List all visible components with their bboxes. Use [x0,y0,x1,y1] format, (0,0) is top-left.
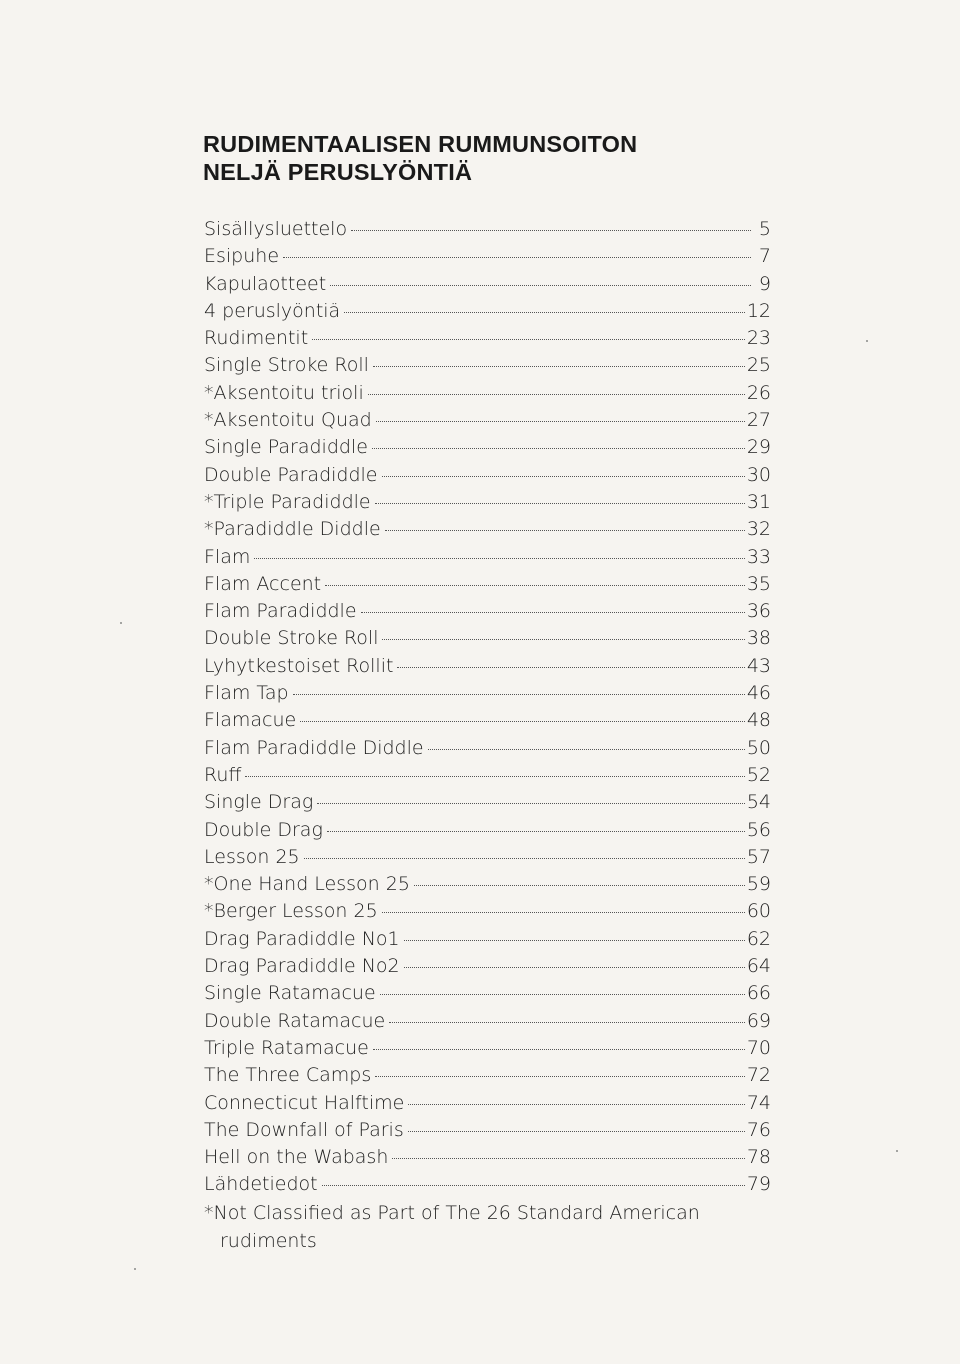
toc-entry [204,735,771,762]
toc-entry-page: 38 [746,627,771,650]
toc-entry-label: Single Stroke Roll [204,354,369,377]
toc-entry-page: 52 [746,763,771,786]
toc-entry [204,434,771,461]
toc-entry [204,216,771,243]
toc-entry-label: Lesson 25 [204,845,300,868]
toc-entry-label: The Downfall of Paris [204,1118,404,1141]
toc-dot-leader [375,1076,745,1077]
toc-entry [204,953,771,980]
toc-entry-page: 36 [746,600,771,623]
toc-entry [204,844,771,871]
toc-dot-leader [322,1185,745,1186]
toc-entry-label: The Three Camps [204,1064,372,1087]
toc-entry [204,243,771,270]
toc-dot-leader [344,312,745,313]
toc-dot-leader [408,1131,745,1132]
footnote [204,1200,764,1255]
toc-entry-label: Flamacue [204,709,297,732]
toc-dot-leader [380,994,745,995]
toc-entry-page: 7 [758,245,771,268]
toc-entry-label: Rudimentit [204,327,309,350]
toc-entry [204,762,771,789]
toc-entry-label: *One Hand Lesson 25 [204,873,410,896]
toc-entry-label: Single Paradiddle [204,436,368,459]
toc-entry [204,571,771,598]
toc-entry-label: Drag Paradiddle No2 [204,955,400,978]
toc-dot-leader [373,1049,745,1050]
toc-entry-label: Flam Tap [204,682,289,705]
footnote-line-2: rudiments [220,1229,317,1252]
toc-entry [204,1062,771,1089]
toc-dot-leader [300,721,745,722]
toc-entry-page: 78 [746,1146,771,1169]
toc-entry-page: 66 [746,982,771,1005]
toc-dot-leader [304,858,745,859]
toc-dot-leader [382,476,745,477]
toc-entry-page: 12 [746,299,771,322]
toc-entry [204,352,771,379]
toc-entry [204,1144,771,1171]
toc-dot-leader [414,885,745,886]
toc-entry-page: 57 [746,845,771,868]
toc-dot-leader [351,230,751,231]
toc-entry-page: 33 [746,545,771,568]
toc-entry-label: Double Stroke Roll [204,627,379,650]
toc-entry-label: *Aksentoitu Quad [204,409,372,432]
toc-entry [204,789,771,816]
toc-entry-page: 48 [746,709,771,732]
toc-dot-leader [408,1104,745,1105]
toc-entry-label: Double Paradiddle [204,463,378,486]
dust-speck [120,622,122,624]
toc-dot-leader [368,394,745,395]
toc-dot-leader [382,639,744,640]
toc-entry-page: 59 [746,873,771,896]
toc-dot-leader [404,967,745,968]
toc-entry-label: Drag Paradiddle No1 [204,927,400,950]
toc-dot-leader [376,421,745,422]
page-title [203,130,637,186]
toc-entry [204,1117,771,1144]
toc-entry [204,926,771,953]
toc-entry-label: *Paradiddle Diddle [204,518,381,541]
toc-entry-page: 54 [746,791,771,814]
toc-entry-label: Sisällysluettelo [204,218,348,240]
toc-dot-leader [397,667,744,668]
toc-dot-leader [392,1158,744,1159]
toc-entry-page: 23 [746,327,771,350]
toc-entry-label: Single Ratamacue [204,982,376,1005]
toc-entry-label: Lyhytkestoiset Rollit [204,654,394,677]
toc-entry-label: *Berger Lesson 25 [204,900,378,923]
toc-entry [204,680,771,707]
toc-dot-leader [404,940,745,941]
toc-entry [204,1035,771,1062]
toc-entry [204,625,771,652]
toc-dot-leader [361,612,745,613]
toc-entry-page: 50 [746,736,771,759]
toc-entry-page: 9 [758,272,771,295]
toc-entry-label: Flam Accent [204,572,322,595]
toc-entry-label: Double Ratamacue [204,1009,386,1032]
toc-dot-leader [375,503,745,504]
toc-entry-label: *Aksentoitu trioli [204,381,364,404]
toc-entry-page: 64 [746,955,771,978]
toc-dot-leader [372,448,745,449]
toc-dot-leader [283,257,751,258]
toc-entry [204,1171,771,1198]
toc-entry-label: Hell on the Wabash [204,1146,389,1169]
toc-entry-label: Single Drag [204,791,314,814]
title-line-1: RUDIMENTAALISEN RUMMUNSOITON [203,131,638,157]
toc-entry-page: 31 [746,490,771,513]
toc-entry-page: 27 [746,409,771,432]
title-line-2: NELJÄ PERUSLYÖNTIÄ [203,159,473,185]
toc-entry-page: 60 [746,900,771,923]
toc-entry [204,407,771,434]
toc-entry-label: Connecticut Halftime [204,1091,405,1114]
toc-entry-page: 74 [746,1091,771,1114]
toc-entry-page: 32 [746,518,771,541]
toc-entry [204,462,771,489]
toc-entry [204,980,771,1007]
toc-entry [204,707,771,734]
toc-entry [204,516,771,543]
toc-entry [204,1090,771,1117]
toc-entry-page: 62 [746,927,771,950]
toc-entry-label: Triple Ratamacue [204,1036,369,1059]
toc-entry-label: Double Drag [204,818,323,841]
toc-entry [204,598,771,625]
toc-entry-label: Flam Paradiddle [204,600,357,623]
toc-entry-page: 35 [746,572,771,595]
toc-dot-leader [330,285,751,286]
toc-dot-leader [312,339,745,340]
toc-entry [204,544,771,571]
dust-speck [866,340,868,342]
dust-speck [896,1150,898,1152]
toc-dot-leader [428,749,745,750]
toc-entry [204,325,771,352]
toc-entry-page: 79 [746,1173,771,1196]
toc-dot-leader [254,558,744,559]
toc-dot-leader [382,912,745,913]
toc-entry-label: *Triple Paradiddle [204,490,371,513]
toc-entry-label: Flam [204,545,251,568]
toc-dot-leader [293,694,745,695]
toc-dot-leader [373,366,745,367]
toc-dot-leader [385,530,745,531]
toc-entry [204,871,771,898]
toc-entry [204,817,771,844]
toc-entry-page: 69 [746,1009,771,1032]
toc-dot-leader [245,776,744,777]
toc-entry-page: 72 [746,1064,771,1087]
toc-entry [204,1008,771,1035]
toc-entry-page: 56 [746,818,771,841]
toc-entry-page: 5 [758,218,771,240]
toc-dot-leader [327,831,745,832]
toc-entry-page: 46 [746,682,771,705]
toc-entry [204,653,771,680]
toc-entry [204,298,771,325]
toc-entry-page: 76 [746,1118,771,1141]
toc-entry-label: Flam Paradiddle Diddle [204,736,424,759]
footnote-line-1: *Not Classified as Part of The 26 Standard American [204,1202,700,1224]
toc-entry-label: Kapulaotteet [204,272,327,295]
toc-dot-leader [325,585,745,586]
toc-entry [204,898,771,925]
toc-dot-leader [317,803,745,804]
toc-entry-label: Ruff [204,763,242,786]
toc-entry-page: 26 [746,381,771,404]
toc-entry-page: 30 [746,463,771,486]
toc-entry [204,380,771,407]
toc-entry-label: Lähdetiedot [204,1173,318,1196]
toc-entry-page: 43 [746,654,771,677]
toc-entry-page: 29 [746,436,771,459]
toc-entry-label: Esipuhe [204,245,280,268]
toc-entry-label: 4 peruslyöntiä [204,299,341,322]
toc-entry-page: 25 [746,354,771,377]
toc-dot-leader [389,1022,745,1023]
toc-entry-page: 70 [746,1036,771,1059]
table-of-contents [204,216,771,1199]
dust-speck [134,1268,136,1270]
toc-entry [204,271,771,298]
toc-entry [204,489,771,516]
